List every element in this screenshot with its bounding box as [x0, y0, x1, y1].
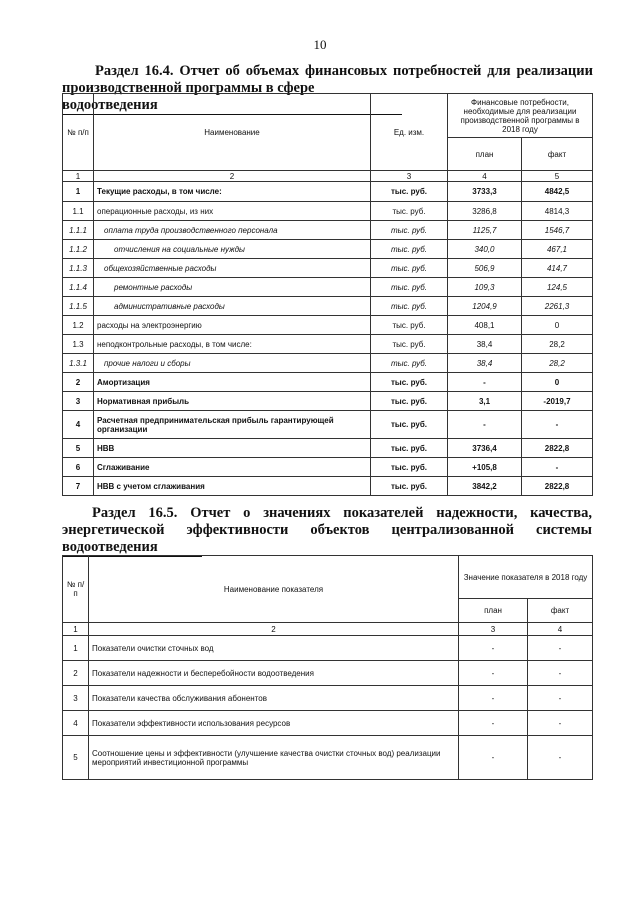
page-number: 10: [313, 37, 327, 52]
row-name: Показатели очистки сточных вод: [89, 636, 459, 661]
row-unit: тыс. руб.: [371, 373, 448, 392]
row-unit: тыс. руб.: [371, 182, 448, 202]
table-row: [63, 458, 593, 477]
row-fact: -: [528, 636, 593, 661]
row-plan: 38,4: [448, 354, 522, 373]
table-row: [63, 439, 593, 458]
row-num: 3: [63, 686, 89, 711]
row-num: 2: [63, 661, 89, 686]
row-name: расходы на электроэнергию: [94, 316, 371, 335]
row-unit: тыс. руб.: [371, 392, 448, 411]
row-fact: 2822,8: [522, 439, 593, 458]
row-fact: 2261,3: [522, 297, 593, 316]
col-number: 5: [522, 171, 593, 182]
row-name: общехозяйственные расходы: [94, 259, 371, 278]
header-num: № п/п: [63, 94, 94, 171]
row-name: неподконтрольные расходы, в том числе:: [94, 335, 371, 354]
column-numbers-row: [63, 623, 593, 636]
row-num: 6: [63, 458, 94, 477]
row-fact: -: [528, 736, 593, 780]
row-fact: 124,5: [522, 278, 593, 297]
row-name: Сглаживание: [94, 458, 371, 477]
row-unit: тыс. руб.: [371, 354, 448, 373]
header-plan: план: [459, 599, 528, 623]
col-number: 2: [89, 623, 459, 636]
table-row: [63, 636, 593, 661]
table-row: [63, 202, 593, 221]
table-row: [63, 661, 593, 686]
row-name: НВВ: [94, 439, 371, 458]
row-plan: 38,4: [448, 335, 522, 354]
row-num: 5: [63, 439, 94, 458]
row-num: 3: [63, 392, 94, 411]
table-row: [63, 411, 593, 439]
row-name: оплата труда производственного персонала: [94, 221, 371, 240]
row-unit: тыс. руб.: [371, 297, 448, 316]
row-num: 1.3: [63, 335, 94, 354]
row-fact: -2019,7: [522, 392, 593, 411]
row-name: Расчетная предпринимательская прибыль гарантирующей организации: [94, 411, 371, 439]
table-row: [63, 316, 593, 335]
row-plan: -: [459, 686, 528, 711]
row-plan: +105,8: [448, 458, 522, 477]
row-num: 1.1.2: [63, 240, 94, 259]
row-unit: тыс. руб.: [371, 240, 448, 259]
row-fact: -: [528, 686, 593, 711]
row-plan: 3842,2: [448, 477, 522, 496]
row-fact: -: [528, 711, 593, 736]
row-num: 2: [63, 373, 94, 392]
col-number: 1: [63, 623, 89, 636]
row-plan: 3733,3: [448, 182, 522, 202]
row-num: 1: [63, 182, 94, 202]
row-fact: 4842,5: [522, 182, 593, 202]
row-name: Показатели эффективности использования ресурсов: [89, 711, 459, 736]
row-fact: 1546,7: [522, 221, 593, 240]
header-value: Значение показателя в 2018 году: [459, 556, 593, 599]
section-16-5-heading-end: водоотведения: [62, 539, 202, 557]
row-name: Нормативная прибыль: [94, 392, 371, 411]
row-fact: 28,2: [522, 354, 593, 373]
row-name: ремонтные расходы: [94, 278, 371, 297]
row-name: прочие налоги и сборы: [94, 354, 371, 373]
row-fact: 414,7: [522, 259, 593, 278]
row-num: 5: [63, 736, 89, 780]
row-plan: 1125,7: [448, 221, 522, 240]
table-row: [63, 477, 593, 496]
row-name: Соотношение цены и эффективности (улучшение качества очистки сточных вод) реализации мероприятий инвестиционной программы: [89, 736, 459, 780]
table-row: [63, 736, 593, 780]
table-row: [63, 392, 593, 411]
row-num: 1.1.3: [63, 259, 94, 278]
row-plan: -: [448, 411, 522, 439]
header-plan: план: [448, 138, 522, 171]
row-num: 1.2: [63, 316, 94, 335]
financial-needs-table: [62, 93, 593, 496]
row-name: НВВ с учетом сглаживания: [94, 477, 371, 496]
row-name: Амортизация: [94, 373, 371, 392]
table-row: [63, 221, 593, 240]
table-row: [63, 259, 593, 278]
row-unit: тыс. руб.: [371, 335, 448, 354]
row-num: 4: [63, 411, 94, 439]
row-name: Текущие расходы, в том числе:: [94, 182, 371, 202]
row-plan: -: [448, 373, 522, 392]
row-fact: -: [528, 661, 593, 686]
column-numbers-row: [63, 171, 593, 182]
table-row: [63, 182, 593, 202]
row-fact: -: [522, 458, 593, 477]
header-fact: факт: [528, 599, 593, 623]
section-16-4-heading-cont: производственной программы в сфере водоотведения: [62, 80, 402, 115]
row-fact: 0: [522, 316, 593, 335]
table-row: [63, 297, 593, 316]
section-16-4-heading: Раздел 16.4. Отчет об объемах финансовых потребностей для реализации: [95, 63, 593, 79]
row-plan: 3,1: [448, 392, 522, 411]
row-unit: тыс. руб.: [371, 477, 448, 496]
row-plan: -: [459, 711, 528, 736]
col-number: 1: [63, 171, 94, 182]
row-plan: 109,3: [448, 278, 522, 297]
col-number: 4: [528, 623, 593, 636]
row-plan: 3736,4: [448, 439, 522, 458]
table-row: [63, 354, 593, 373]
row-name: операционные расходы, из них: [94, 202, 371, 221]
row-plan: 340,0: [448, 240, 522, 259]
row-num: 4: [63, 711, 89, 736]
row-plan: -: [459, 736, 528, 780]
table-row: [63, 711, 593, 736]
row-num: 1.1.4: [63, 278, 94, 297]
row-plan: 506,9: [448, 259, 522, 278]
row-fact: 4814,3: [522, 202, 593, 221]
table-row: [63, 240, 593, 259]
row-fact: 0: [522, 373, 593, 392]
col-number: 3: [371, 171, 448, 182]
row-name: административные расходы: [94, 297, 371, 316]
header-name: Наименование показателя: [89, 556, 459, 623]
row-fact: 28,2: [522, 335, 593, 354]
section-16-5-heading: Раздел 16.5. Отчет о значениях показателей надежности, качества,: [92, 505, 592, 521]
row-unit: тыс. руб.: [371, 411, 448, 439]
row-num: 7: [63, 477, 94, 496]
row-unit: тыс. руб.: [371, 316, 448, 335]
header-num: № п/п: [63, 556, 89, 623]
row-name: Показатели надежности и бесперебойности водоотведения: [89, 661, 459, 686]
table-row: [63, 373, 593, 392]
row-num: 1.1.1: [63, 221, 94, 240]
row-unit: тыс. руб.: [371, 259, 448, 278]
table-row: [63, 686, 593, 711]
row-fact: 467,1: [522, 240, 593, 259]
row-unit: тыс. руб.: [371, 202, 448, 221]
row-num: 1: [63, 636, 89, 661]
row-unit: тыс. руб.: [371, 221, 448, 240]
table-row: [63, 278, 593, 297]
col-number: 4: [448, 171, 522, 182]
row-name: Показатели качества обслуживания абонентов: [89, 686, 459, 711]
col-number: 2: [94, 171, 371, 182]
indicators-table: [62, 555, 593, 780]
header-fin-needs: Финансовые потребности, необходимые для реализации производственной программы в 2018 году: [448, 94, 593, 138]
table-row: [63, 335, 593, 354]
row-num: 1.3.1: [63, 354, 94, 373]
row-plan: 408,1: [448, 316, 522, 335]
row-plan: 1204,9: [448, 297, 522, 316]
row-unit: тыс. руб.: [371, 278, 448, 297]
row-plan: -: [459, 661, 528, 686]
row-name: отчисления на социальные нужды: [94, 240, 371, 259]
header-fact: факт: [522, 138, 593, 171]
col-number: 3: [459, 623, 528, 636]
row-fact: -: [522, 411, 593, 439]
row-num: 1.1.5: [63, 297, 94, 316]
section-16-5-heading-cont: энергетической эффективности объектов централизованной системы: [62, 522, 592, 538]
row-fact: 2822,8: [522, 477, 593, 496]
row-unit: тыс. руб.: [371, 458, 448, 477]
header-unit: Ед. изм.: [371, 94, 448, 171]
row-plan: -: [459, 636, 528, 661]
row-plan: 3286,8: [448, 202, 522, 221]
row-num: 1.1: [63, 202, 94, 221]
row-unit: тыс. руб.: [371, 439, 448, 458]
header-name: Наименование: [94, 94, 371, 171]
